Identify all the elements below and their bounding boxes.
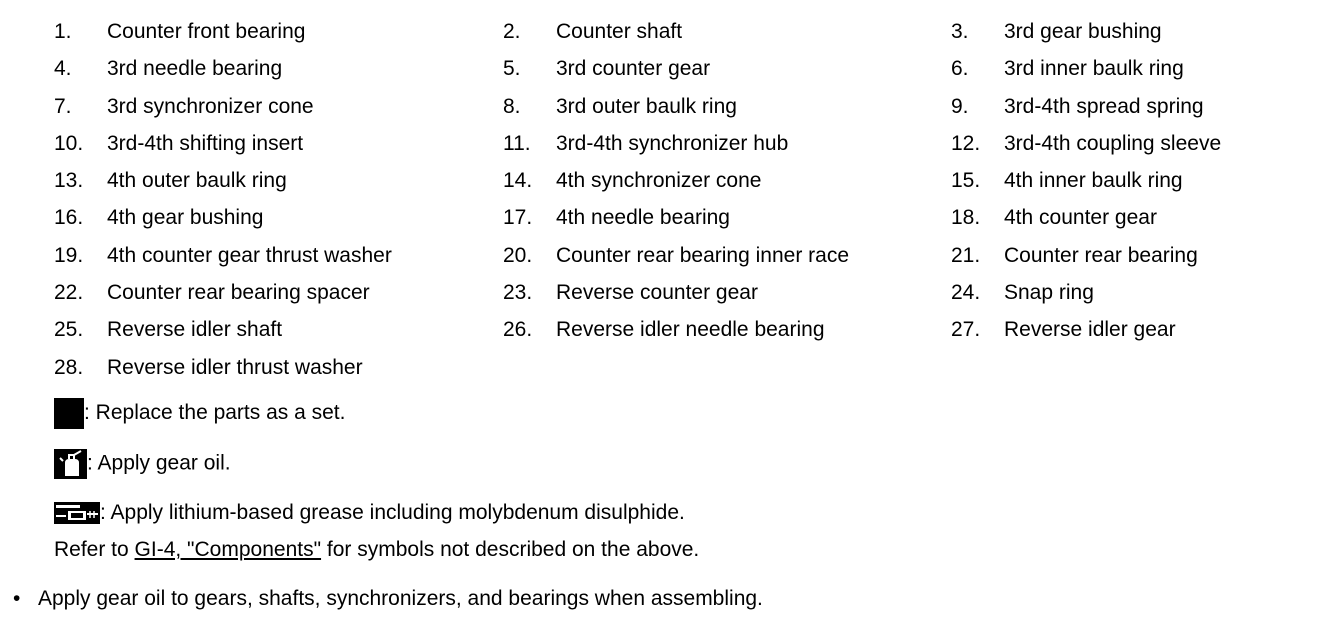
bullet-mark: • [13, 587, 21, 610]
black-square-icon [54, 398, 84, 429]
reference-link[interactable]: GI-4, "Components" [134, 538, 322, 561]
legend-gear-oil: : Apply gear oil. [54, 449, 231, 479]
refer-note: Refer to GI-4, "Components" for symbols not described on the above. [54, 538, 700, 561]
oil-can-icon [54, 449, 87, 479]
grease-gun-icon [54, 502, 100, 524]
bullet-note: • Apply gear oil to gears, shafts, synchronizers, and bearings when assembling. [13, 587, 763, 610]
document-page: 1. Counter front bearing 2. Counter shaft 3. 3rd gear bushing 4. 3rd needle bearing 5. 3rd counter gear 6. 3rd inner baulk ring 7. 3rd synchronizer cone 8. 3rd outer baulk ring 9. 3rd-4th spread spring 10. 3rd-4th shifting insert 11. 3rd-4th synchronizer hub 12. 3rd-4th coupling sleeve 13. 4th outer baulk ring 14. 4th synchronizer cone 15. 4th inner baulk ring 16. 4th gear bushing 17. 4th needle bearing 18. 4th counter gear 19. 4th counter gear thrust washer 20. Counter rear bearing inner race 21. Counter rear bearing 22. Counter rear bearing spacer 23. Reverse counter gear 24. Snap ring 25. Reverse idler shaft 26. Reverse idler needle bearing 27. Reverse idler gear 28. Reverse idler thrust washer : Replace the parts as a set. : Apply gear oil. : Apply lithium-based grease including molybdenum disulphide. Refer to GI-4, "Components" for symbols not described on the above. • Apply gear oil to gears, shafts, synchronizers, and bearings when assembling. [13, 20, 1222, 610]
legend-grease: : Apply lithium-based grease including molybdenum disulphide. [54, 501, 685, 525]
legend-replace-set: : Replace the parts as a set. [54, 398, 345, 429]
